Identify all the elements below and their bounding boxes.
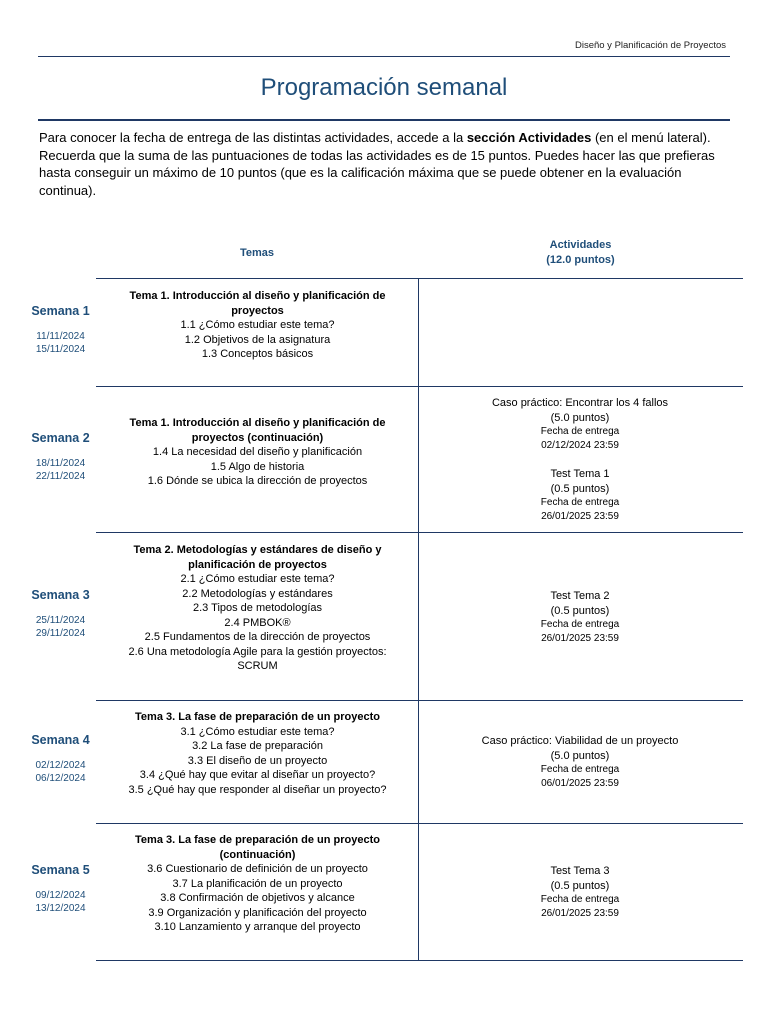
week-name: Semana 2 bbox=[31, 431, 90, 445]
due-date: 26/01/2025 23:59 bbox=[541, 511, 619, 522]
table-rule bbox=[96, 960, 743, 961]
topic-item: 1.6 Dónde se ubica la dirección de proyectos bbox=[147, 475, 368, 487]
due-date: 02/12/2024 23:59 bbox=[541, 440, 619, 451]
week-activities bbox=[430, 396, 730, 524]
topic-item: 3.1 ¿Cómo estudiar este tema? bbox=[180, 725, 335, 738]
due-date: 26/01/2025 23:59 bbox=[541, 908, 619, 919]
activity-points: (5.0 puntos) bbox=[550, 749, 610, 762]
due-date-label: Fecha de entrega bbox=[540, 764, 620, 775]
topic-item: 3.6 Cuestionario de definición de un proyecto bbox=[147, 863, 368, 875]
due-date-label: Fecha de entrega bbox=[540, 426, 620, 437]
running-header: Diseño y Planificación de Proyectos bbox=[574, 40, 726, 51]
week-end-date: 06/12/2024 bbox=[35, 773, 86, 784]
week-topics bbox=[110, 543, 405, 674]
activity-name[interactable]: Test Tema 1 bbox=[550, 468, 610, 480]
week-label bbox=[18, 588, 103, 640]
activity bbox=[430, 864, 730, 921]
activity-name[interactable]: Test Tema 2 bbox=[550, 590, 610, 602]
week-label bbox=[18, 304, 103, 356]
topic-item: 3.9 Organización y planificación del proyecto bbox=[148, 906, 367, 919]
table-rule bbox=[96, 386, 743, 387]
week-label bbox=[18, 733, 103, 785]
activities-header-label: Actividades bbox=[549, 239, 612, 251]
topic-item: 3.5 ¿Qué hay que responder al diseñar un proyecto? bbox=[128, 783, 387, 796]
week-start-date: 09/12/2024 bbox=[35, 890, 86, 901]
topic-item: 2.5 Fundamentos de la dirección de proyectos bbox=[144, 631, 371, 643]
activity bbox=[430, 589, 730, 646]
week-activities bbox=[430, 864, 730, 921]
topic-item: 1.3 Conceptos básicos bbox=[201, 348, 314, 360]
activity-name[interactable]: Caso práctico: Encontrar los 4 fallos bbox=[491, 397, 669, 409]
due-date-label: Fecha de entrega bbox=[540, 619, 620, 630]
due-date-label: Fecha de entrega bbox=[540, 497, 620, 508]
activity bbox=[430, 734, 730, 791]
activity bbox=[430, 467, 730, 524]
topic-item: 3.3 El diseño de un proyecto bbox=[187, 754, 328, 767]
due-date: 26/01/2025 23:59 bbox=[541, 633, 619, 644]
topic-title: Tema 1. Introducción al diseño y planificación de proyectos bbox=[129, 290, 386, 317]
week-label bbox=[18, 431, 103, 483]
week-activities bbox=[430, 734, 730, 791]
week-start-date: 25/11/2024 bbox=[35, 615, 86, 626]
due-date-label: Fecha de entrega bbox=[540, 894, 620, 905]
table-rule bbox=[96, 700, 743, 701]
activity-points: (0.5 puntos) bbox=[550, 604, 610, 617]
week-name: Semana 3 bbox=[31, 588, 90, 602]
page-title: Programación semanal bbox=[260, 74, 508, 101]
column-header-topics: Temas bbox=[239, 247, 275, 259]
week-start-date: 18/11/2024 bbox=[35, 458, 86, 469]
due-date: 06/01/2025 23:59 bbox=[541, 778, 619, 789]
week-label bbox=[18, 863, 103, 915]
topic-title: Tema 3. La fase de preparación de un proyecto (continuación) bbox=[135, 834, 380, 861]
topic-item: 3.2 La fase de preparación bbox=[192, 740, 323, 752]
topic-title: Tema 1. Introducción al diseño y planificación de proyectos (continuación) bbox=[129, 417, 386, 444]
header-rule bbox=[38, 56, 730, 57]
column-header-activities bbox=[419, 238, 742, 268]
week-start-date: 11/11/2024 bbox=[36, 331, 85, 342]
week-name: Semana 1 bbox=[31, 304, 90, 318]
activity-points: (0.5 puntos) bbox=[550, 482, 610, 495]
topic-item: 1.4 La necesidad del diseño y planificación bbox=[152, 446, 363, 458]
topic-title: Tema 3. La fase de preparación de un proyecto bbox=[135, 711, 380, 723]
topic-item: 3.8 Confirmación de objetivos y alcance bbox=[160, 892, 355, 904]
topic-item: 3.10 Lanzamiento y arranque del proyecto bbox=[154, 921, 361, 933]
week-start-date: 02/12/2024 bbox=[35, 760, 86, 771]
week-topics bbox=[110, 416, 405, 489]
week-name: Semana 4 bbox=[31, 733, 90, 747]
topic-item: 1.1 ¿Cómo estudiar este tema? bbox=[180, 319, 335, 331]
topic-item: 3.4 ¿Qué hay que evitar al diseñar un proyecto? bbox=[139, 769, 376, 781]
week-end-date: 29/11/2024 bbox=[35, 628, 86, 639]
activity-points: (0.5 puntos) bbox=[550, 879, 610, 892]
week-topics bbox=[110, 289, 405, 362]
column-divider bbox=[418, 278, 419, 961]
table-rule bbox=[96, 532, 743, 533]
topic-item: 1.5 Algo de historia bbox=[210, 460, 305, 473]
intro-activities-link-text: sección Actividades bbox=[466, 130, 592, 145]
topic-item: 2.4 PMBOK® bbox=[224, 616, 291, 629]
table-rule bbox=[96, 278, 743, 279]
topic-item: 2.2 Metodologías y estándares bbox=[182, 587, 333, 600]
week-topics bbox=[110, 710, 405, 797]
activity-name[interactable]: Test Tema 3 bbox=[550, 865, 610, 877]
topic-item: 3.7 La planificación de un proyecto bbox=[172, 877, 343, 890]
topic-title: Tema 2. Metodologías y estándares de diseño y planificación de proyectos bbox=[133, 544, 382, 571]
topic-item: 2.1 ¿Cómo estudiar este tema? bbox=[180, 573, 335, 585]
week-topics bbox=[110, 833, 405, 935]
activity-name[interactable]: Caso práctico: Viabilidad de un proyecto bbox=[481, 735, 679, 747]
topic-item: 2.3 Tipos de metodologías bbox=[192, 602, 323, 614]
table-rule bbox=[96, 823, 743, 824]
intro-paragraph bbox=[39, 129, 731, 199]
title-rule bbox=[38, 119, 730, 121]
topic-item: 1.2 Objetivos de la asignatura bbox=[184, 333, 331, 346]
week-name: Semana 5 bbox=[31, 863, 90, 877]
activity-points: (5.0 puntos) bbox=[550, 411, 610, 424]
week-activities bbox=[430, 589, 730, 646]
week-end-date: 22/11/2024 bbox=[35, 471, 86, 482]
activities-header-points: (12.0 puntos) bbox=[546, 254, 615, 266]
week-end-date: 15/11/2024 bbox=[35, 344, 86, 355]
intro-text-end: (en el menú lateral). Recuerda que la suma de las puntuaciones de todas las actividades es de 15 puntos. Puedes hacer las que prefieras hasta conseguir un máximo de 10 puntos (que es la calificación máxima que se puede obtener en la evaluación continua). bbox=[39, 130, 715, 198]
activity bbox=[430, 396, 730, 453]
topic-item: 2.6 Una metodología Agile para la gestión proyectos: SCRUM bbox=[128, 645, 387, 672]
week-end-date: 13/12/2024 bbox=[35, 903, 86, 914]
intro-text-start: Para conocer la fecha de entrega de las distintas actividades, accede a la bbox=[39, 130, 467, 145]
